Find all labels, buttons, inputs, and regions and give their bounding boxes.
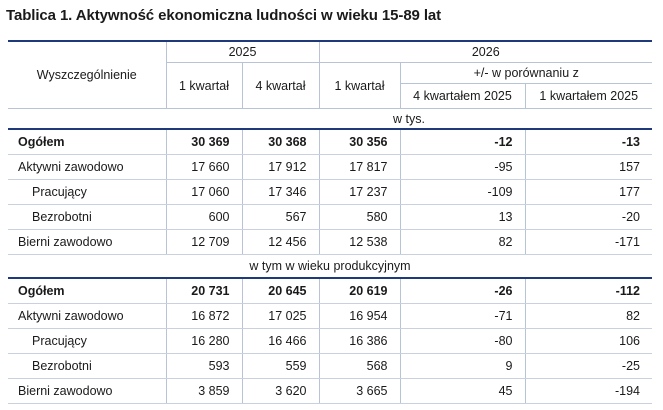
section-working-age	[8, 278, 652, 404]
row-label: Pracujący	[8, 180, 166, 205]
cell-value: 20 645	[242, 278, 319, 304]
cell-value: 106	[525, 329, 652, 354]
cell-value: 9	[400, 354, 525, 379]
activity-table	[8, 40, 652, 404]
row-label: Aktywni zawodowo	[8, 155, 166, 180]
row-label: Bierni zawodowo	[8, 379, 166, 404]
cell-value: 20 619	[319, 278, 400, 304]
cell-value: 82	[525, 304, 652, 329]
cell-value: 17 660	[166, 155, 242, 180]
year-2026-header: 2026	[319, 41, 652, 63]
table-row	[8, 205, 652, 230]
row-label: Bierni zawodowo	[8, 230, 166, 255]
cell-value: 12 456	[242, 230, 319, 255]
cell-value: 17 060	[166, 180, 242, 205]
cell-value: -109	[400, 180, 525, 205]
cell-value: 13	[400, 205, 525, 230]
table-row	[8, 329, 652, 354]
table-row	[8, 155, 652, 180]
cell-value: 3 665	[319, 379, 400, 404]
cell-value: 16 280	[166, 329, 242, 354]
cell-value: -112	[525, 278, 652, 304]
cell-value: -194	[525, 379, 652, 404]
cell-value: -25	[525, 354, 652, 379]
cell-value: 177	[525, 180, 652, 205]
cell-value: 12 709	[166, 230, 242, 255]
vs-q4-header: 4 kwartałem 2025	[400, 84, 525, 109]
stub-header: Wyszczególnienie	[8, 41, 166, 109]
cell-value: 17 025	[242, 304, 319, 329]
cell-value: 30 368	[242, 129, 319, 155]
comparison-header: +/- w porównaniu z	[400, 63, 652, 84]
cell-value: 3 859	[166, 379, 242, 404]
cell-value: -20	[525, 205, 652, 230]
row-label: Pracujący	[8, 329, 166, 354]
cell-value: 45	[400, 379, 525, 404]
cell-value: 30 356	[319, 129, 400, 155]
cell-value: -95	[400, 155, 525, 180]
year-2025-header: 2025	[166, 41, 319, 63]
q4-2025-header: 4 kwartał	[242, 63, 319, 109]
cell-value: 17 912	[242, 155, 319, 180]
cell-value: 567	[242, 205, 319, 230]
cell-value: 30 369	[166, 129, 242, 155]
cell-value: -80	[400, 329, 525, 354]
table-title: Tablica 1. Aktywność ekonomiczna ludności w wieku 15-89 lat	[6, 7, 442, 24]
cell-value: 17 817	[319, 155, 400, 180]
cell-value: 12 538	[319, 230, 400, 255]
q1-2025-header: 1 kwartał	[166, 63, 242, 109]
row-label: Ogółem	[8, 278, 166, 304]
table-row	[8, 354, 652, 379]
cell-value: 16 466	[242, 329, 319, 354]
cell-value: -26	[400, 278, 525, 304]
cell-value: 3 620	[242, 379, 319, 404]
table-row	[8, 304, 652, 329]
unit-label: w tys.	[393, 111, 425, 126]
cell-value: 580	[319, 205, 400, 230]
table-row	[8, 180, 652, 205]
cell-value: 20 731	[166, 278, 242, 304]
section-all-ages	[8, 129, 652, 255]
row-label: Aktywni zawodowo	[8, 304, 166, 329]
cell-value: 593	[166, 354, 242, 379]
row-label: Ogółem	[8, 129, 166, 155]
cell-value: 16 386	[319, 329, 400, 354]
cell-value: 559	[242, 354, 319, 379]
cell-value: 17 346	[242, 180, 319, 205]
cell-value: -12	[400, 129, 525, 155]
cell-value: 157	[525, 155, 652, 180]
table-row	[8, 230, 652, 255]
section-label: w tym w wieku produkcyjnym	[249, 259, 411, 273]
cell-value: -13	[525, 129, 652, 155]
table-row	[8, 379, 652, 404]
row-label: Bezrobotni	[8, 205, 166, 230]
table-row	[8, 278, 652, 304]
cell-value: 82	[400, 230, 525, 255]
cell-value: 16 872	[166, 304, 242, 329]
cell-value: 568	[319, 354, 400, 379]
cell-value: 16 954	[319, 304, 400, 329]
table-row	[8, 129, 652, 155]
row-label: Bezrobotni	[8, 354, 166, 379]
vs-q1-header: 1 kwartałem 2025	[525, 84, 652, 109]
cell-value: 17 237	[319, 180, 400, 205]
cell-value: -71	[400, 304, 525, 329]
cell-value: 600	[166, 205, 242, 230]
cell-value: -171	[525, 230, 652, 255]
q1-2026-header: 1 kwartał	[319, 63, 400, 109]
